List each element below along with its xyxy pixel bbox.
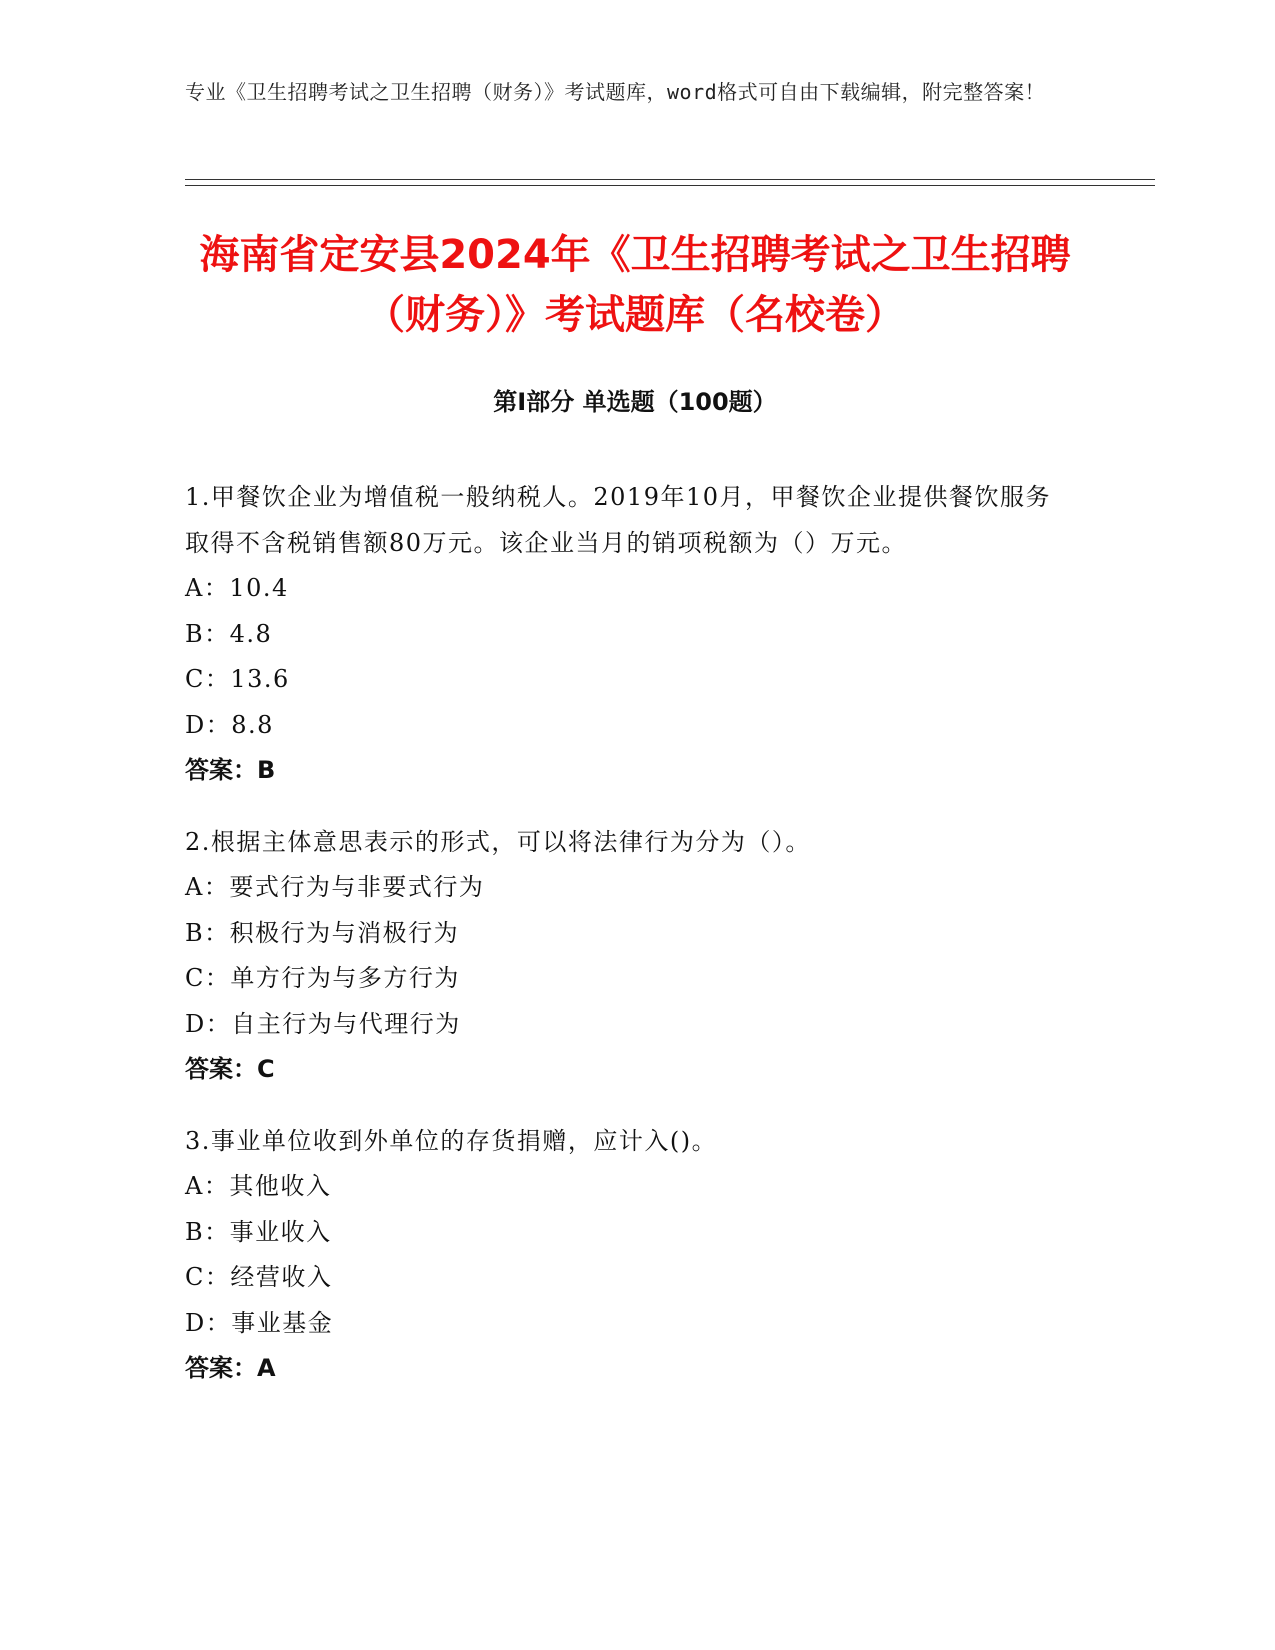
question-stem: 2.根据主体意思表示的形式，可以将法律行为分为（）。 (185, 828, 811, 856)
option-c: C：13.6 (185, 665, 290, 693)
option-d: D：自主行为与代理行为 (185, 1009, 461, 1038)
section-heading: 第Ⅰ部分 单选题（100题） (493, 388, 777, 416)
option-c: C：单方行为与多方行为 (185, 964, 460, 992)
option-a: A：10.4 (185, 574, 289, 602)
option-c: C：经营收入 (185, 1263, 333, 1291)
question-list (185, 474, 1075, 1417)
option-b: B：事业收入 (185, 1217, 332, 1246)
answer-line: 答案：B (185, 756, 276, 784)
header-divider-bottom (185, 185, 1155, 186)
option-d: D：8.8 (185, 710, 274, 739)
question-stem: 3.事业单位收到外单位的存货捐赠，应计入()。 (185, 1127, 718, 1155)
answer-line: 答案：C (185, 1055, 275, 1083)
option-b: B：积极行为与消极行为 (185, 918, 460, 947)
option-d: D：事业基金 (185, 1308, 334, 1337)
header-note: 专业《卫生招聘考试之卫生招聘（财务）》考试题库，word格式可自由下载编辑，附完整答案！ (185, 80, 1046, 104)
question-2 (185, 819, 1075, 1092)
header-divider-top (185, 179, 1155, 180)
document-title: 海南省定安县2024年《卫生招聘考试之卫生招聘（财务）》考试题库（名校卷） (199, 232, 1071, 338)
option-b: B：4.8 (185, 619, 273, 648)
question-1 (185, 474, 1075, 793)
question-stem: 1.甲餐饮企业为增值税一般纳税人。2019年10月，甲餐饮企业提供餐饮服务取得不含税销售额80万元。该企业当月的销项税额为（）万元。 (185, 483, 1052, 557)
question-3 (185, 1118, 1075, 1391)
option-a: A：要式行为与非要式行为 (185, 873, 485, 901)
option-a: A：其他收入 (185, 1172, 332, 1200)
answer-line: 答案：A (185, 1354, 276, 1382)
